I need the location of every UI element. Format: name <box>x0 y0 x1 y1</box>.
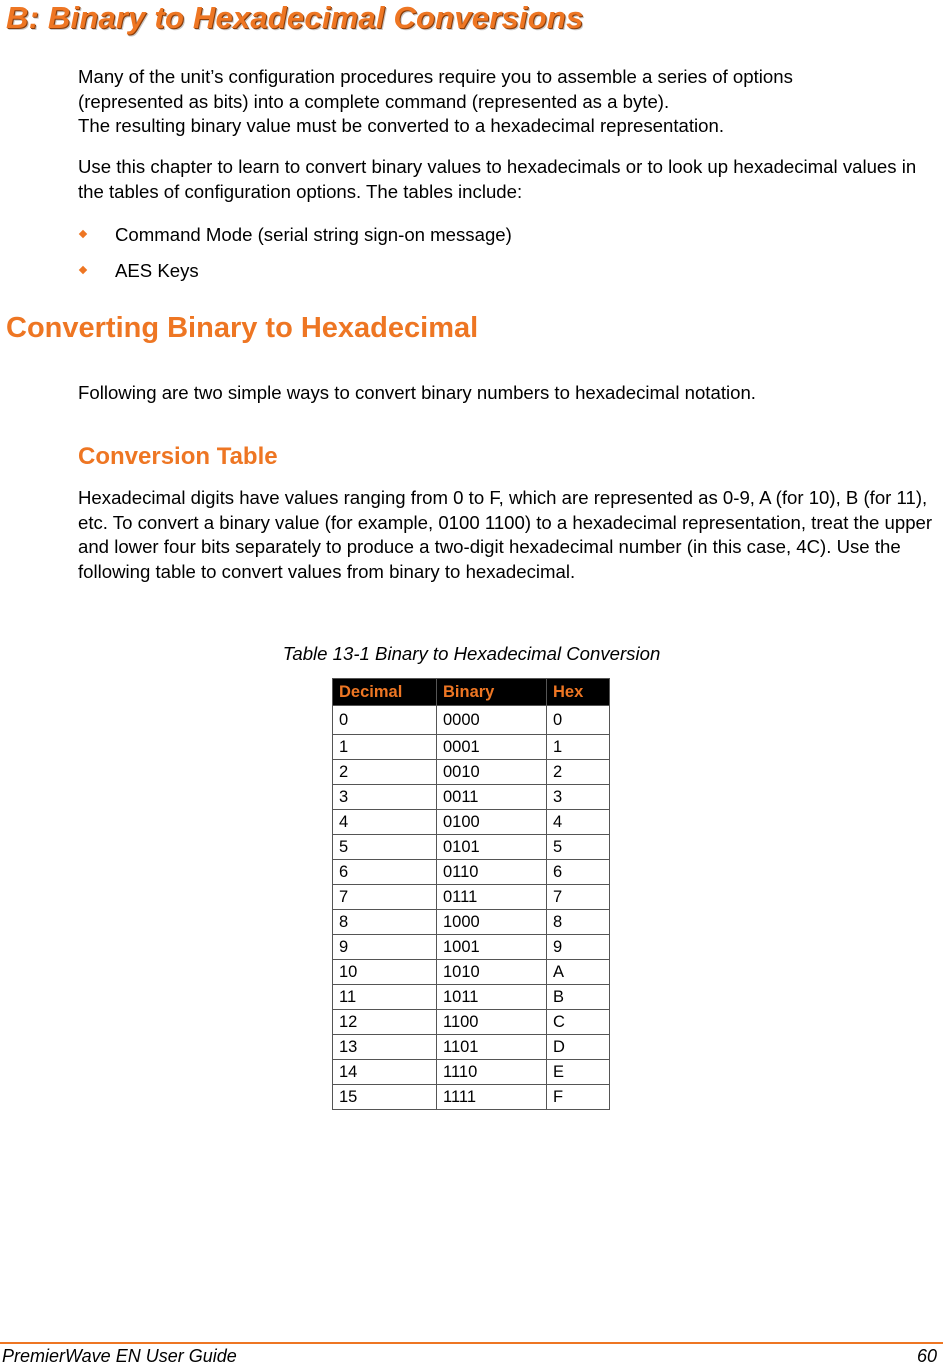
decimal-cell: 8 <box>333 910 437 935</box>
column-header-binary: Binary <box>437 679 547 706</box>
decimal-cell: 5 <box>333 835 437 860</box>
hex-cell: 6 <box>547 860 610 885</box>
section-intro: Following are two simple ways to convert binary numbers to hexadecimal notation. <box>78 382 756 403</box>
binary-cell: 1101 <box>437 1035 547 1060</box>
decimal-cell: 4 <box>333 810 437 835</box>
hex-cell: A <box>547 960 610 985</box>
decimal-cell: 14 <box>333 1060 437 1085</box>
column-header-hex: Hex <box>547 679 610 706</box>
hex-cell: 2 <box>547 760 610 785</box>
diamond-bullet-icon <box>79 266 87 274</box>
table-row <box>333 835 610 860</box>
binary-cell: 0101 <box>437 835 547 860</box>
table-row <box>333 885 610 910</box>
hex-cell: F <box>547 1085 610 1110</box>
decimal-cell: 12 <box>333 1010 437 1035</box>
decimal-cell: 13 <box>333 1035 437 1060</box>
binary-cell: 1111 <box>437 1085 547 1110</box>
binary-cell: 0011 <box>437 785 547 810</box>
hex-cell: 9 <box>547 935 610 960</box>
binary-cell: 0100 <box>437 810 547 835</box>
table-header-row <box>333 679 610 706</box>
table-row <box>333 985 610 1010</box>
hex-cell: D <box>547 1035 610 1060</box>
decimal-cell: 10 <box>333 960 437 985</box>
hex-cell: 5 <box>547 835 610 860</box>
table-row <box>333 960 610 985</box>
binary-cell: 1001 <box>437 935 547 960</box>
intro-line-3: The resulting binary value must be converted to a hexadecimal representation. <box>78 115 724 136</box>
table-row <box>333 860 610 885</box>
binary-cell: 1110 <box>437 1060 547 1085</box>
table-row <box>333 810 610 835</box>
hex-cell: 0 <box>547 706 610 735</box>
table-row <box>333 1010 610 1035</box>
footer-guide-title: PremierWave EN User Guide <box>2 1346 237 1366</box>
list-item-text: Command Mode (serial string sign-on message) <box>115 224 512 245</box>
hex-cell: B <box>547 985 610 1010</box>
list-item-text: AES Keys <box>115 260 199 281</box>
table-row <box>333 706 610 735</box>
table-row <box>333 735 610 760</box>
hex-cell: C <box>547 1010 610 1035</box>
table-row <box>333 1060 610 1085</box>
binary-cell: 1010 <box>437 960 547 985</box>
hex-cell: 1 <box>547 735 610 760</box>
decimal-cell: 11 <box>333 985 437 1010</box>
binary-cell: 1011 <box>437 985 547 1010</box>
decimal-cell: 9 <box>333 935 437 960</box>
intro-paragraph <box>78 65 940 139</box>
decimal-cell: 7 <box>333 885 437 910</box>
intro-paragraph-2: Use this chapter to learn to convert binary values to hexadecimals or to look up hexadecimal values in the tables of configuration options. The tables include: <box>78 156 917 202</box>
decimal-cell: 6 <box>333 860 437 885</box>
intro-line-1: Many of the unit’s configuration procedures require you to assemble a series of options <box>78 66 793 87</box>
footer-divider <box>0 1342 943 1344</box>
binary-cell: 0111 <box>437 885 547 910</box>
binary-cell: 0000 <box>437 706 547 735</box>
table-row <box>333 785 610 810</box>
decimal-cell: 3 <box>333 785 437 810</box>
footer-page-number: 60 <box>916 1346 937 1366</box>
binary-cell: 0110 <box>437 860 547 885</box>
table-row <box>333 1035 610 1060</box>
intro-line-2: (represented as bits) into a complete command (represented as a byte). <box>78 90 670 112</box>
binary-cell: 1100 <box>437 1010 547 1035</box>
binary-cell: 0010 <box>437 760 547 785</box>
appendix-title: B: Binary to Hexadecimal Conversions <box>6 0 584 35</box>
table-row <box>333 935 610 960</box>
decimal-cell: 15 <box>333 1085 437 1110</box>
hex-cell: 8 <box>547 910 610 935</box>
section-heading: Converting Binary to Hexadecimal <box>6 312 479 344</box>
table-row <box>333 760 610 785</box>
binary-cell: 0001 <box>437 735 547 760</box>
hex-cell: 7 <box>547 885 610 910</box>
decimal-cell: 2 <box>333 760 437 785</box>
table-row <box>333 910 610 935</box>
subsection-paragraph: Hexadecimal digits have values ranging from 0 to F, which are represented as 0-9, A (for 10), B (for 11), etc. To convert a binary value (for example, 0100 1100) to a hexadecimal representation, treat the upper and lower four bits separately to produce a two-digit hexadecimal number (in this case, 4C). Use the following table to convert values from binary to hexadecimal. <box>78 487 933 582</box>
hex-cell: 3 <box>547 785 610 810</box>
diamond-bullet-icon <box>79 230 87 238</box>
decimal-cell: 0 <box>333 706 437 735</box>
conversion-table <box>332 678 610 1110</box>
column-header-decimal: Decimal <box>333 679 437 706</box>
table-row <box>333 1085 610 1110</box>
hex-cell: 4 <box>547 810 610 835</box>
hex-cell: E <box>547 1060 610 1085</box>
binary-cell: 1000 <box>437 910 547 935</box>
subsection-heading: Conversion Table <box>78 443 278 470</box>
table-caption: Table 13-1 Binary to Hexadecimal Conversion <box>282 643 661 664</box>
decimal-cell: 1 <box>333 735 437 760</box>
